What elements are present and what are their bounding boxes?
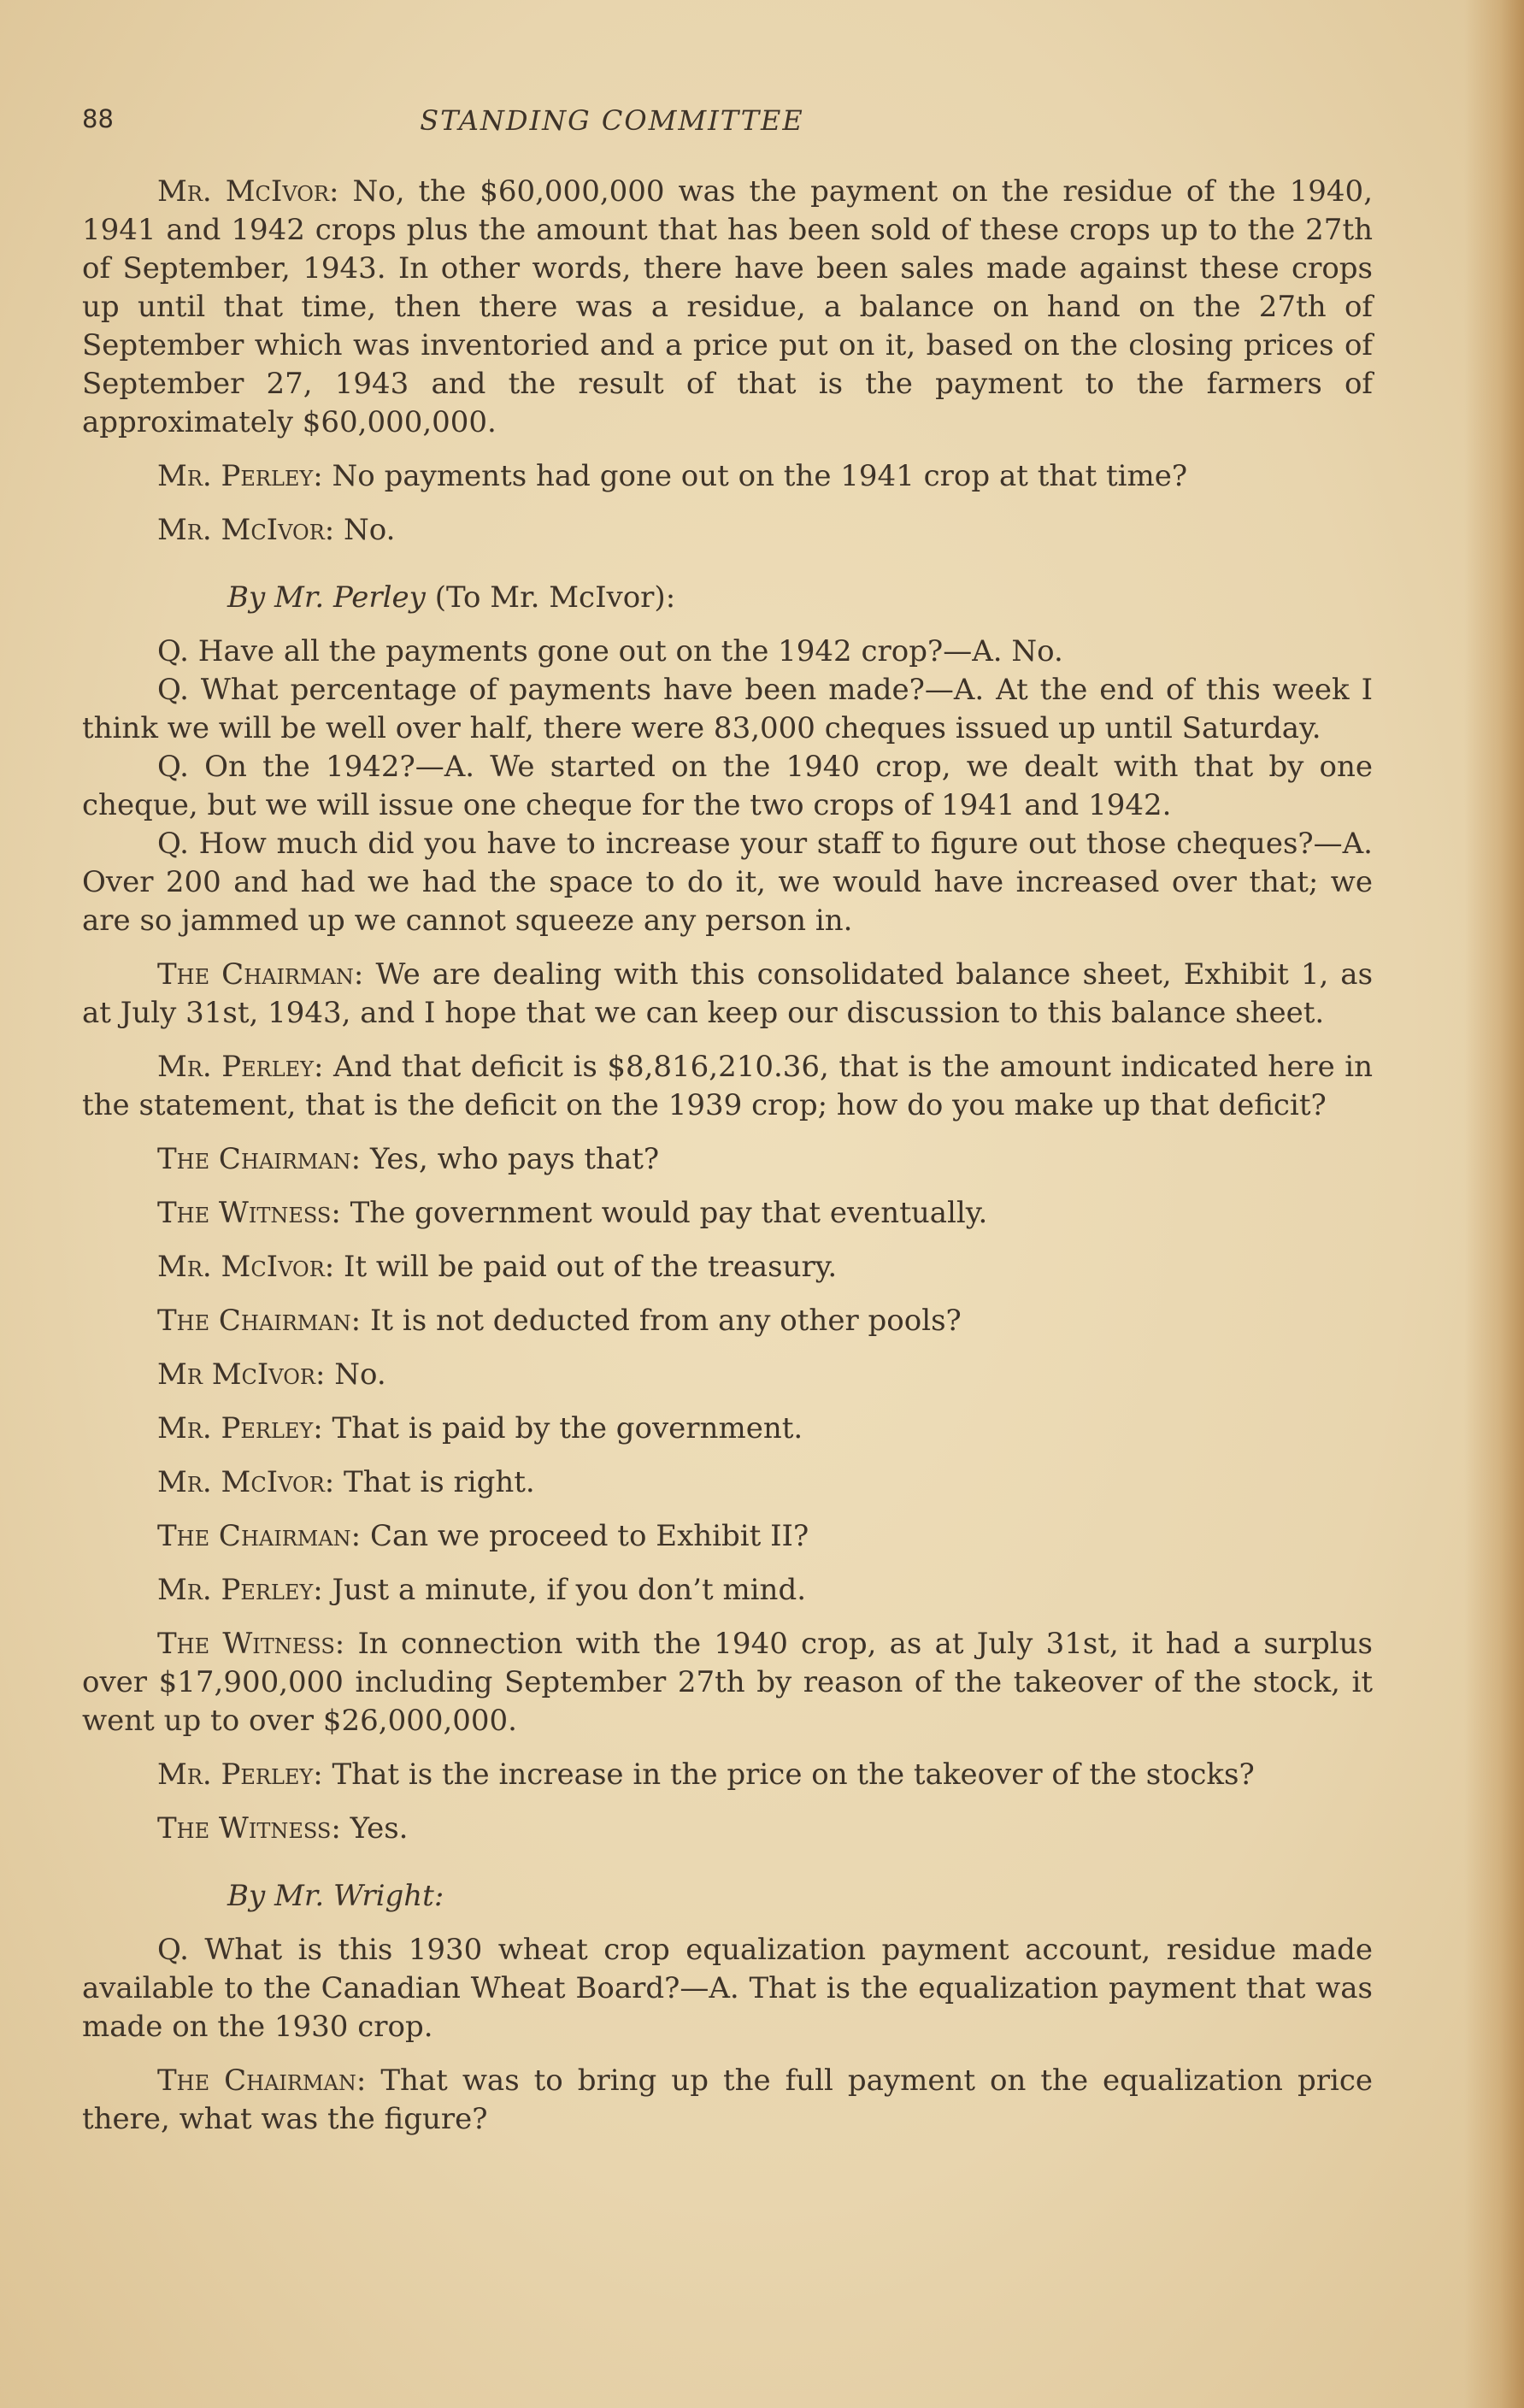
paragraph: Mr. McIvor: No. bbox=[157, 513, 396, 547]
examiner-name: By Mr. Wright: bbox=[227, 1879, 444, 1913]
paragraph-text: No. bbox=[334, 1357, 386, 1392]
paragraph: Mr. McIvor: It will be paid out of the treasury. bbox=[157, 1250, 838, 1284]
paragraph-text: Q. What percentage of payments have been made?—A. At the end of this week I think we will be well over half, there were 83,000 cheques issued up until Saturday. bbox=[82, 673, 1373, 745]
paragraph-text: And that deficit is $8,816,210.36, that is the amount indicated here in the statement, that is the deficit on the 1939 crop; how do you make up that deficit? bbox=[82, 1050, 1373, 1122]
speaker-name: Mr. Perley bbox=[157, 459, 314, 493]
paragraph-text: It will be paid out of the treasury. bbox=[344, 1250, 838, 1284]
speaker-name: The Chairman bbox=[157, 1519, 351, 1553]
paragraph-text: That is the increase in the price on the takeover of the stocks? bbox=[332, 1757, 1255, 1792]
examiner-note: (To Mr. McIvor): bbox=[434, 580, 676, 615]
paragraph: The Witness: Yes. bbox=[157, 1811, 409, 1846]
speaker-name: Mr. Perley bbox=[157, 1050, 314, 1084]
paragraph-text: Q. On the 1942?—A. We started on the 1940 crop, we dealt with that by one cheque, but we will issue one cheque for the two crops of 1941 and 1942. bbox=[82, 750, 1373, 822]
speaker-name: The Chairman bbox=[157, 1304, 351, 1338]
paragraph-text: No. bbox=[344, 513, 396, 547]
speaker-name: Mr. Perley bbox=[157, 1757, 314, 1792]
question-answer bbox=[82, 633, 1373, 671]
paragraph: Mr McIvor: No. bbox=[157, 1357, 386, 1392]
speaker-name: Mr McIvor bbox=[157, 1357, 315, 1392]
question-answer bbox=[82, 825, 1373, 940]
examiner-name: By Mr. Perley bbox=[227, 580, 426, 615]
paragraph-text: Just a minute, if you don’t mind. bbox=[332, 1573, 807, 1607]
paragraph: The Chairman: We are dealing with this consolidated balance sheet, Exhibit 1, as at July 31st, 1943, and I hope that we can keep our discussion to this balance sheet. bbox=[82, 957, 1374, 1030]
paragraph: Mr. Perley: Just a minute, if you don’t mind. bbox=[157, 1573, 807, 1607]
speaker-name: The Chairman bbox=[157, 1142, 351, 1176]
paragraph: The Chairman: Yes, who pays that? bbox=[157, 1142, 660, 1176]
paragraph: Mr. McIvor: No, the $60,000,000 was the payment on the residue of the 1940, 1941 and 1942 crops plus the amount that has been sold of these crops up to the 27th of September, 1943. In other words, there have been sales made against these crops up until that time, then there was a residue, a balance on hand on the 27th of September which was inventoried and a price put on it, based on the closing prices of September 27, 1943 and the result of that is the payment to the farmers of approximately $60,000,000. bbox=[82, 174, 1373, 439]
question-answer bbox=[82, 1931, 1373, 2046]
speaker-name: Mr. McIvor bbox=[157, 513, 325, 547]
speaker-name: Mr. McIvor bbox=[157, 1465, 325, 1499]
speaker-name: The Chairman bbox=[157, 2064, 356, 2098]
question-answer bbox=[82, 671, 1373, 748]
paragraph: The Witness: In connection with the 1940 crop, as at July 31st, it had a surplus over $17,900,000 including September 27th by reason of the takeover of the stock, it went up to over $26,000,000. bbox=[82, 1627, 1373, 1738]
paragraph-text: Yes. bbox=[350, 1811, 409, 1846]
speaker-name: Mr. Perley bbox=[157, 1411, 314, 1445]
question-answer bbox=[82, 748, 1373, 825]
paragraph-text: Q. What is this 1930 wheat crop equalization payment account, residue made available to the Canadian Wheat Board?—A. That is the equalization payment that was made on the 1930 crop. bbox=[82, 1933, 1373, 2044]
paragraph-text: Yes, who pays that? bbox=[369, 1142, 660, 1176]
paragraph-text: In connection with the 1940 crop, as at July 31st, it had a surplus over $17,900,000 including September 27th by reason of the takeover of the stock, it went up to over $26,000,000. bbox=[82, 1627, 1373, 1738]
page-header bbox=[82, 104, 1381, 138]
paragraph-text: We are dealing with this consolidated balance sheet, Exhibit 1, as at July 31st, 1943, and I hope that we can keep our discussion to this balance sheet. bbox=[82, 957, 1374, 1030]
examiner-heading bbox=[82, 1877, 1373, 1916]
paragraph-text: That is paid by the government. bbox=[332, 1411, 803, 1445]
running-title: STANDING COMMITTEE bbox=[420, 104, 804, 137]
paragraph: Mr. Perley: That is paid by the government. bbox=[157, 1411, 803, 1445]
paragraph-text: Q. Have all the payments gone out on the 1942 crop?—A. No. bbox=[157, 634, 1063, 668]
paragraph: The Witness: The government would pay that eventually. bbox=[157, 1196, 988, 1230]
speaker-name: The Witness bbox=[157, 1196, 332, 1230]
paragraph-text: The government would pay that eventually. bbox=[350, 1196, 988, 1230]
examiner-heading bbox=[82, 579, 1373, 617]
body-text bbox=[82, 173, 1373, 2139]
page-number: 88 bbox=[82, 104, 114, 133]
paragraph-text: No, the $60,000,000 was the payment on the residue of the 1940, 1941 and 1942 crops plus the amount that has been sold of these crops up to the 27th of September, 1943. In other words, there have been sales made against these crops up until that time, then there was a residue, a balance on hand on the 27th of September which was inventoried and a price put on it, based on the closing prices of September 27, 1943 and the result of that is the payment to the farmers of approximately $60,000,000. bbox=[82, 174, 1373, 439]
paragraph-text: Q. How much did you have to increase your staff to figure out those cheques?—A. Over 200 and had we had the space to do it, we would have increased over that; we are so jammed up we cannot squeeze any person in. bbox=[82, 827, 1373, 938]
speaker-name: The Chairman bbox=[157, 957, 354, 992]
speaker-name: The Witness bbox=[157, 1811, 332, 1846]
speaker-name: Mr. Perley bbox=[157, 1573, 314, 1607]
paragraph: Mr. Perley: That is the increase in the price on the takeover of the stocks? bbox=[157, 1757, 1255, 1792]
page-edge-shadow bbox=[1464, 0, 1524, 2408]
paragraph-text: That is right. bbox=[344, 1465, 535, 1499]
paragraph: Mr. McIvor: That is right. bbox=[157, 1465, 535, 1499]
paragraph: The Chairman: That was to bring up the full payment on the equalization price there, what was the figure? bbox=[82, 2064, 1373, 2136]
paragraph: Mr. Perley: And that deficit is $8,816,210.36, that is the amount indicated here in the statement, that is the deficit on the 1939 crop; how do you make up that deficit? bbox=[82, 1050, 1373, 1122]
speaker-name: Mr. McIvor bbox=[157, 174, 329, 209]
paragraph-text: It is not deducted from any other pools? bbox=[369, 1304, 962, 1338]
paragraph-text: No payments had gone out on the 1941 crop at that time? bbox=[332, 459, 1188, 493]
speaker-name: Mr. McIvor bbox=[157, 1250, 325, 1284]
paragraph: The Chairman: Can we proceed to Exhibit II? bbox=[157, 1519, 809, 1553]
paragraph: The Chairman: It is not deducted from any other pools? bbox=[157, 1304, 962, 1338]
paragraph: Mr. Perley: No payments had gone out on the 1941 crop at that time? bbox=[157, 459, 1188, 493]
speaker-name: The Witness bbox=[157, 1627, 335, 1661]
paragraph-text: Can we proceed to Exhibit II? bbox=[369, 1519, 809, 1553]
paragraph-text: That was to bring up the full payment on the equalization price there, what was the figure? bbox=[82, 2064, 1373, 2136]
